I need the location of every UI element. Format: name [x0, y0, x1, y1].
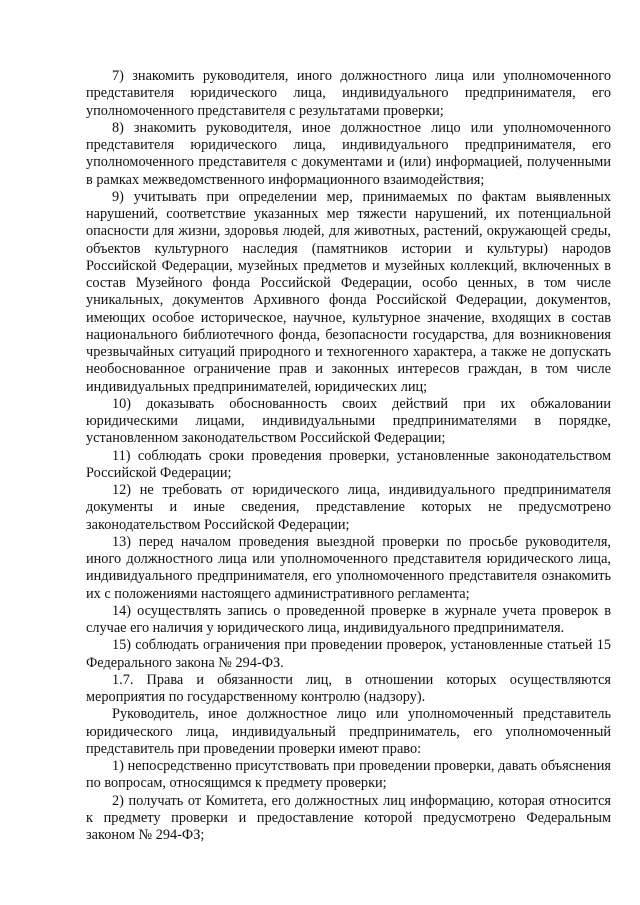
- paragraph-item-11: 11) соблюдать сроки проведения проверки, установленные законодательством Российской Федерации;: [86, 447, 611, 481]
- paragraph-item-7: 7) знакомить руководителя, иного должностного лица или уполномоченного представителя юридического лица, индивидуального предпринимателя, его уполномоченного представителя с результатами проверки;: [86, 68, 611, 119]
- paragraph-item-13: 13) перед началом проведения выездной проверки по просьбе руководителя, иного должностного лица или уполномоченного представителя юридического лица, индивидуального предпринимателя, его уполномоченного представителя ознакомить их с положениями настоящего административного регламента;: [86, 533, 611, 602]
- right-item-2: 2) получать от Комитета, его должностных лиц информацию, которая относится к предмету проверки и предоставление которой предусмотрено Федеральным законом № 294-ФЗ;: [86, 792, 611, 843]
- paragraph-item-12: 12) не требовать от юридического лица, индивидуального предпринимателя документы и иные сведения, представление которых не предусмотрено законодательством Российской Федерации;: [86, 482, 611, 533]
- paragraph-item-10: 10) доказывать обоснованность своих действий при их обжаловании юридическими лицами, индивидуальными предпринимателями в порядке, установленном законодательством Российской Федерации;: [86, 395, 611, 447]
- rights-intro-paragraph: Руководитель, иное должностное лицо или уполномоченный представитель юридического лица, индивидуальный предприниматель, его уполномоченный представитель при проведении проверки имеют право:: [86, 706, 611, 757]
- right-item-1: 1) непосредственно присутствовать при проведении проверки, давать объяснения по вопросам, относящимся к предмету проверки;: [86, 758, 611, 792]
- paragraph-item-8: 8) знакомить руководителя, иное должностное лицо или уполномоченного представителя юридического лица, индивидуального предпринимателя, его уполномоченного представителя с документами и (или) информацией, полученными в рамках межведомственного информационного взаимодействия;: [86, 119, 611, 188]
- paragraph-item-14: 14) осуществлять запись о проведенной проверке в журнале учета проверок в случае его наличия у юридического лица, индивидуального предпринимателя.: [86, 602, 611, 636]
- paragraph-item-9: 9) учитывать при определении мер, принимаемых по фактам выявленных нарушений, соответствие указанных мер тяжести нарушений, их потенциальной опасности для жизни, здоровья людей, для животных, растений, окружающей среды, объектов культурного наследия (памятников истории и культуры) народов Российской Федерации, музейных предметов и музейных коллекций, включенных в состав Музейного фонда Российской Федерации, особо ценных, в том числе уникальных, документов Архивного фонда Российской Федерации, документов, имеющих особое историческое, научное, культурное значение, входящих в состав национального библиотечного фонда, безопасности государства, для возникновения чрезвычайных ситуаций природного и техногенного характера, а также не допускать необоснованное ограничение прав и законных интересов граждан, в том числе индивидуальных предпринимателей, юридических лиц;: [86, 188, 611, 395]
- paragraph-item-15: 15) соблюдать ограничения при проведении проверок, установленные статьей 15 Федерального закона № 294-ФЗ.: [86, 637, 611, 671]
- section-1-7-heading: 1.7. Права и обязанности лиц, в отношении которых осуществляются мероприятия по государственному контролю (надзору).: [86, 671, 611, 705]
- document-body: [86, 68, 611, 844]
